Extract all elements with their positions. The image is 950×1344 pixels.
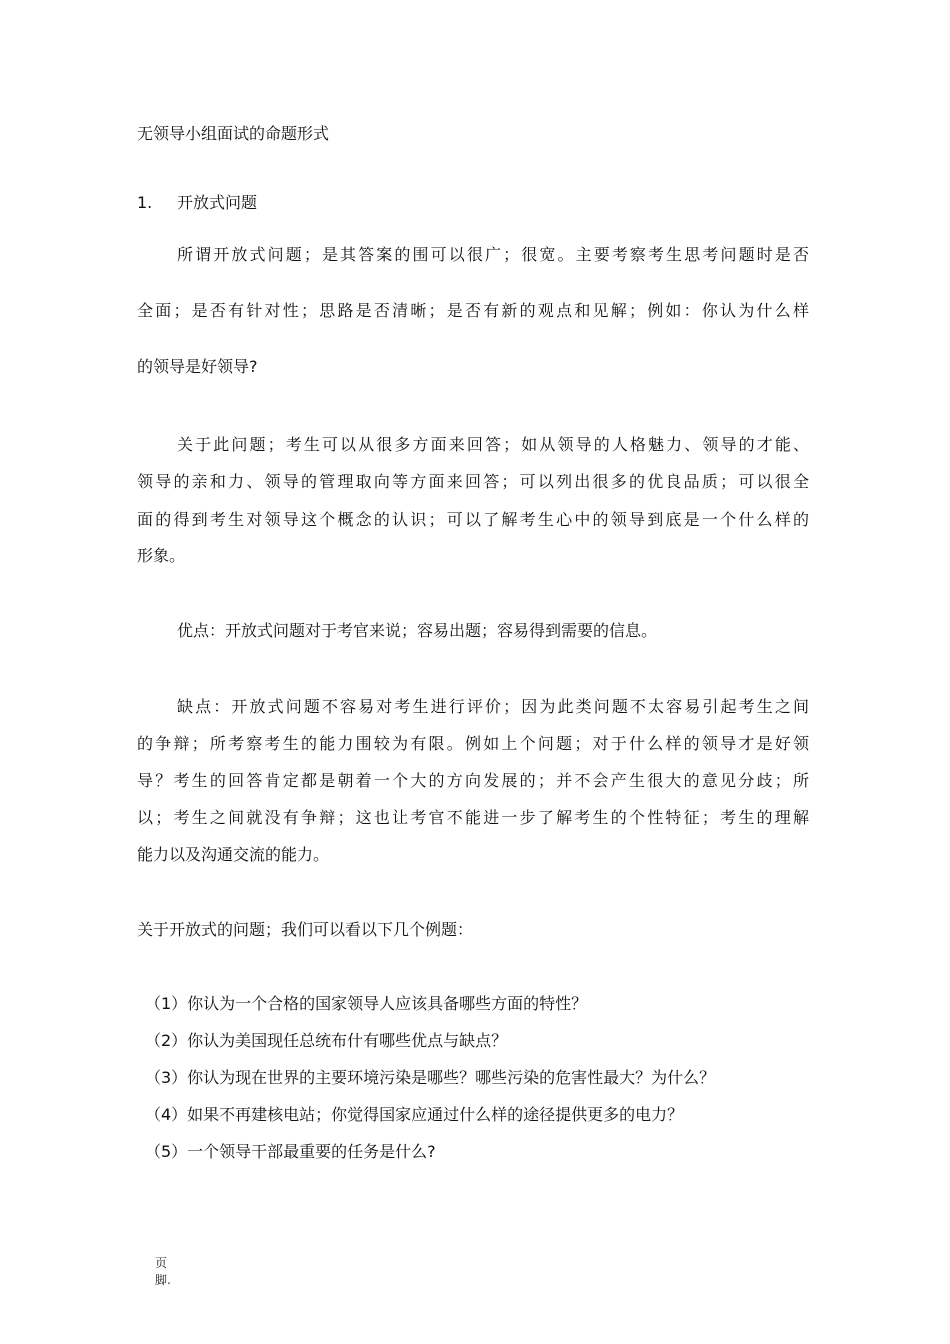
paragraph-line: 能力以及沟通交流的能力。 [137,845,330,864]
example-item: （4）如果不再建核电站；你觉得国家应通过什么样的途径提供更多的电力？ [145,1105,684,1124]
paragraph-line: 所谓开放式问题；是其答案的围可以很广；很宽。主要考察考生思考问题时是否 [177,245,809,264]
paragraph-line: 全面；是否有针对性；思路是否清晰；是否有新的观点和见解；例如：你认为什么样 [137,301,809,320]
paragraph-line: 形象。 [137,546,186,565]
paragraph-line: 关于开放式的问题；我们可以看以下几个例题： [137,920,474,939]
example-item: （2）你认为美国现任总统布什有哪些优点与缺点？ [145,1031,508,1050]
section-number: 1. [137,193,153,212]
paragraph-line: 导？考生的回答肯定都是朝着一个大的方向发展的；并不会产生很大的意见分歧；所 [137,771,809,790]
paragraph-line: 的领导是好领导? [137,357,258,376]
section-heading: 开放式问题 [177,193,258,212]
document-title: 无领导小组面试的命题形式 [137,124,330,143]
paragraph-line: 领导的亲和力、领导的管理取向等方面来回答；可以列出很多的优良品质；可以很全 [137,472,809,491]
example-item: （1）你认为一个合格的国家领导人应该具备哪些方面的特性？ [145,994,588,1013]
footer-line-2: 脚. [155,1273,171,1287]
paragraph-line: 优点：开放式问题对于考官来说；容易出题；容易得到需要的信息。 [177,621,658,640]
paragraph-line: 缺点：开放式问题不容易对考生进行评价；因为此类问题不太容易引起考生之间 [177,697,809,716]
paragraph-line: 以；考生之间就没有争辩；这也让考官不能进一步了解考生的个性特征；考生的理解 [137,808,809,827]
paragraph-line: 关于此问题；考生可以从很多方面来回答；如从领导的人格魅力、领导的才能、 [177,435,809,454]
paragraph-line: 的争辩；所考察考生的能力围较为有限。例如上个问题；对于什么样的领导才是好领 [137,734,809,753]
paragraph-line: 面的得到考生对领导这个概念的认识；可以了解考生心中的领导到底是一个什么样的 [137,510,809,529]
example-item: （3）你认为现在世界的主要环境污染是哪些？哪些污染的危害性最大？为什么？ [145,1068,716,1087]
footer-line-1: 页 [155,1256,168,1270]
example-item: （5）一个领导干部最重要的任务是什么? [145,1142,436,1161]
